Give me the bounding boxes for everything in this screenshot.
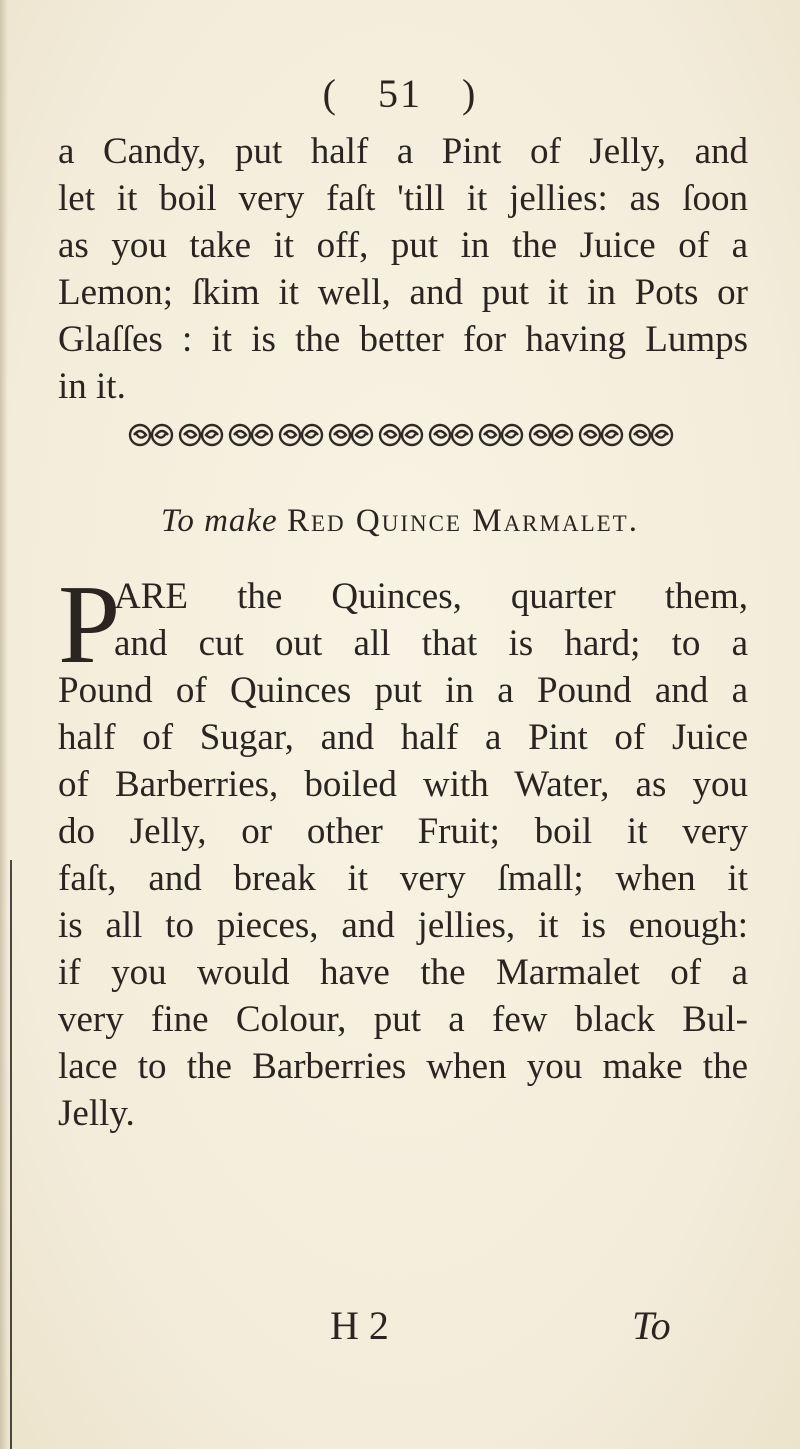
page-number — [0, 70, 800, 117]
paragraph-candy-continued — [58, 128, 748, 410]
text-line: Pound of Quinces put in a Pound and a — [58, 670, 748, 711]
drop-cap: P — [58, 563, 121, 687]
text-line: very fine Colour, put a few black Bul- — [58, 999, 748, 1040]
text-line: a Candy, put half a Pint of Jelly, and — [58, 131, 748, 172]
text-line: as you take it off, put in the Juice of a — [58, 225, 748, 266]
text-line: in it. — [58, 366, 126, 407]
text-line: half of Sugar, and half a Pint of Juice — [58, 717, 748, 758]
catchword: To — [632, 1303, 671, 1348]
page-number-open-paren: ( — [322, 71, 338, 116]
text-line: let it boil very faſt 'till it jellies: as ſoon — [58, 178, 748, 219]
text-line: Lemon; ſkim it well, and put it in Pots or — [58, 272, 748, 313]
page-number-value: 51 — [378, 71, 422, 116]
recipe-heading — [0, 503, 800, 540]
text-line: Glaſſes : it is the better for having Lumps — [58, 319, 748, 360]
signature-mark: H 2 — [330, 1303, 389, 1348]
text-line: is all to pieces, and jellies, it is enough: — [58, 905, 748, 946]
page-number-close-paren: ) — [462, 71, 478, 116]
paragraph-red-quince-marmalet — [58, 563, 748, 1137]
text-line: of Barberries, boiled with Water, as you — [58, 764, 748, 805]
text-line: Jelly. — [58, 1093, 135, 1134]
heading-prefix: To make — [161, 503, 278, 539]
text-line: lace to the Barberries when you make the — [58, 1046, 748, 1087]
decorative-ornament-band — [126, 417, 686, 453]
text-line: ARE the Quinces, quarter them, — [114, 576, 748, 617]
binding-edge-line — [10, 860, 12, 1449]
text-line: if you would have the Marmalet of a — [58, 952, 748, 993]
heading-title: Red Quince Marmalet. — [286, 503, 639, 539]
text-line: faſt, and break it very ſmall; when it — [58, 858, 748, 899]
text-line: do Jelly, or other Fruit; boil it very — [58, 811, 748, 852]
page-edge-shadow — [0, 0, 8, 1449]
text-line: and cut out all that is hard; to a — [114, 623, 748, 664]
